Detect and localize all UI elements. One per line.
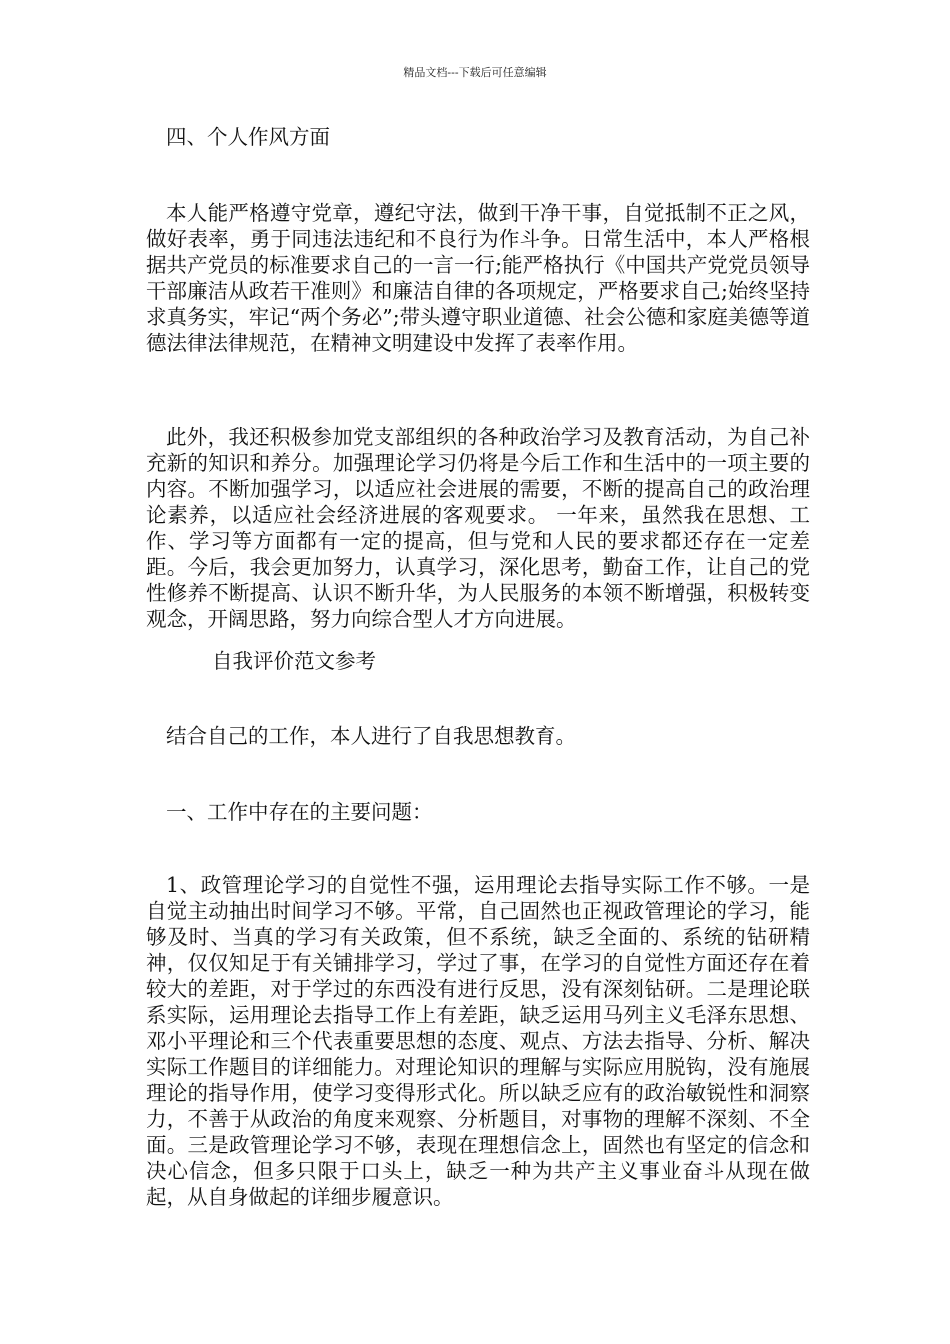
reference-title: 自我评价范文参考 xyxy=(212,649,376,673)
paragraph-problem-one: 1、政管理论学习的自觉性不强，运用理论去指导实际工作不够。一是自觉主动抽出时间学习不够。平常，自己固然也正视政管理论的学习，能够及时、当真的学习有关政策，但不系统，缺乏全面的、系统的钻研精神，仅仅知足于有关铺排学习，学过了事，在学习的自觉性方面还存在着较大的差距，对于学过的东西没有进行反思，没有深刻钻研。二是理论联系实际，运用理论去指导工作上有差距，缺乏运用马列主义毛泽东思想、邓小平理论和三个代表重要思想的态度、观点、方法去指导、分析、解决实际工作题目的详细能力。对理论知识的理解与实际应用脱钩，没有施展理论的指导作用，使学习变得形式化。所以缺乏应有的政治敏锐性和洞察力，不善于从政治的角度来观察、分析题目，对事物的理解不深刻、不全面。三是政管理论学习不够，表现在理想信念上，固然也有坚定的信念和决心信念，但多只限于口头上，缺乏一种为共产主义事业奋斗从现在做起，从自身做起的详细步履意识。 xyxy=(146,873,810,1209)
intro-line: 结合自己的工作，本人进行了自我思想教育。 xyxy=(166,724,576,748)
section-heading-personal-style: 四、个人作风方面 xyxy=(166,125,330,149)
section-heading-problems: 一、工作中存在的主要问题： xyxy=(166,800,433,824)
running-header: 精品文档---下载后可任意编辑 xyxy=(403,66,547,79)
paragraph-personal-style: 本人能严格遵守党章，遵纪守法，做到干净干事，自觉抵制不正之风，做好表率，勇于同违法违纪和不良行为作斗争。日常生活中，本人严格根据共产党员的标准要求自己的一言一行;能严格执行《中国共产党党员领导干部廉洁从政若干准则》和廉洁自律的各项规定，严格要求自己;始终坚持求真务实，牢记“两个务必”;带头遵守职业道德、社会公德和家庭美德等道德法律法律规范，在精神文明建设中发挥了表率作用。 xyxy=(146,201,810,355)
paragraph-additional: 此外，我还积极参加党支部组织的各种政治学习及教育活动，为自己补充新的知识和养分。加强理论学习仍将是今后工作和生活中的一项主要的内容。不断加强学习，以适应社会进展的需要，不断的提高自己的政治理论素养，以适应社会经济进展的客观要求。 一年来，虽然我在思想、工作、学习等方面都有一定的提高，但与党和人民的要求都还存在一定差距。今后，我会更加努力，认真学习，深化思考，勤奋工作，让自己的党性修养不断提高、认识不断升华，为人民服务的本领不断增强，积极转变观念，开阔思路，努力向综合型人才方向进展。 xyxy=(146,425,810,631)
